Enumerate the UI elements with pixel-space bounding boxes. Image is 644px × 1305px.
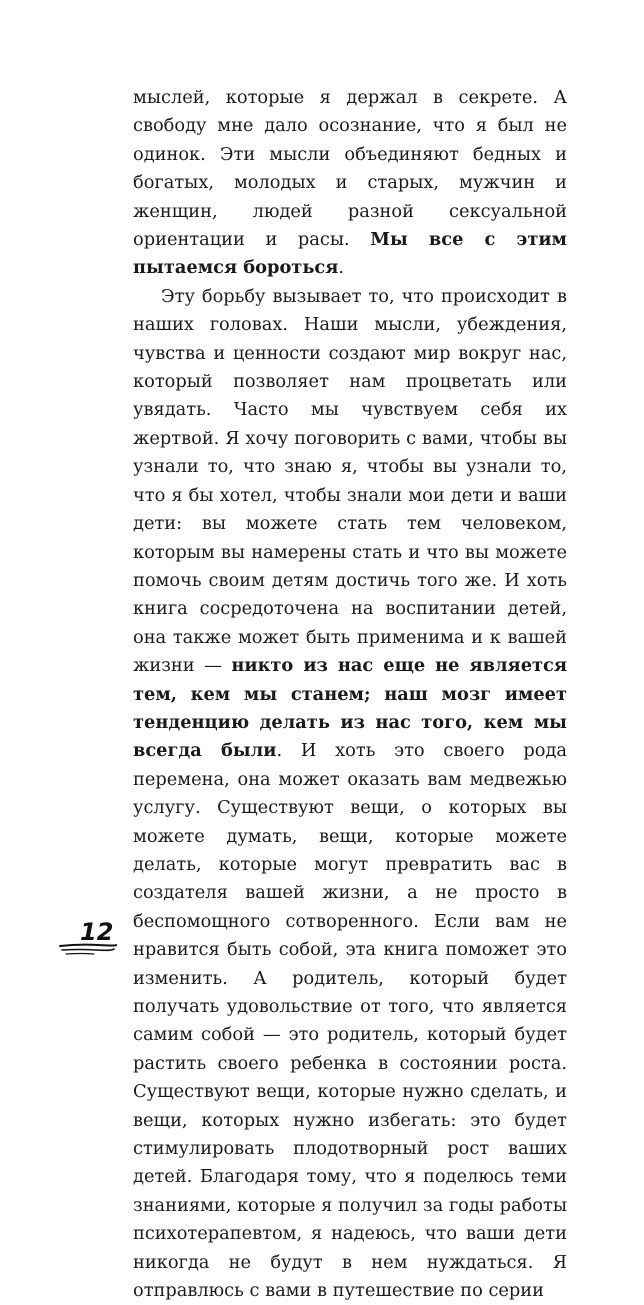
page-number: 12	[80, 918, 114, 946]
page-number-folio	[58, 918, 128, 962]
folio-underline-icon	[58, 942, 118, 956]
text-segment: . И хоть это своего рода перемена, она может оказать вам медвежью услугу. Существуют вещи, о которых вы можете думать, вещи, которые можете делать, которые могут превратить вас в создателя вашей жизни, а не просто в беспомощного сотворенного. Если вам не нравится быть собой, эта книга поможет это изменить. А родитель, который будет получать удовольствие от того, что является самим собой — это родитель, который будет растить своего ребенка в состоянии роста. Существуют вещи, которые нужно сделать, и вещи, которых нужно избегать: это будет стимулировать плодотворный рост ваших детей. Благодаря тому, что я поделюсь теми знаниями, которые я получил за годы работы психотерапевтом, я надеюсь, что ваши дети никогда не будут в нем нуждаться. Я отправлюсь с вами в путешествие по серии	[133, 740, 567, 1302]
bold-text-segment: Мы все с этим пытаемся бороться	[133, 229, 567, 279]
paragraph	[133, 283, 567, 1305]
text-segment: мыслей, которые я держал в секрете. А свободу мне дало осознание, что я был не одинок. Эти мысли объединяют бедных и богатых, молодых и старых, мужчин и женщин, людей разной сексуальной ориентации и расы.	[133, 87, 567, 251]
text-segment: Эту борьбу вызывает то, что происходит в наших головах. Наши мысли, убеждения, чувства и ценности создают мир вокруг нас, который позволяет нам процветать или увядать. Часто мы чувствуем себя их жертвой. Я хочу поговорить с вами, чтобы вы узнали то, что знаю я, чтобы вы узнали то, что я бы хотел, чтобы знали мои дети и ваши дети: вы можете стать тем человеком, которым вы намерены стать и что вы можете помочь своим детям достичь того же. И хоть книга сосредоточена на воспитании детей, она также может быть применима и к вашей жизни —	[133, 285, 567, 677]
bold-text-segment: никто из нас еще не является тем, кем мы станем; наш мозг имеет тенденцию делать из нас того, кем мы всегда были	[133, 655, 567, 762]
paragraph	[133, 84, 567, 283]
body-text	[133, 84, 567, 1305]
text-segment: .	[338, 257, 345, 279]
